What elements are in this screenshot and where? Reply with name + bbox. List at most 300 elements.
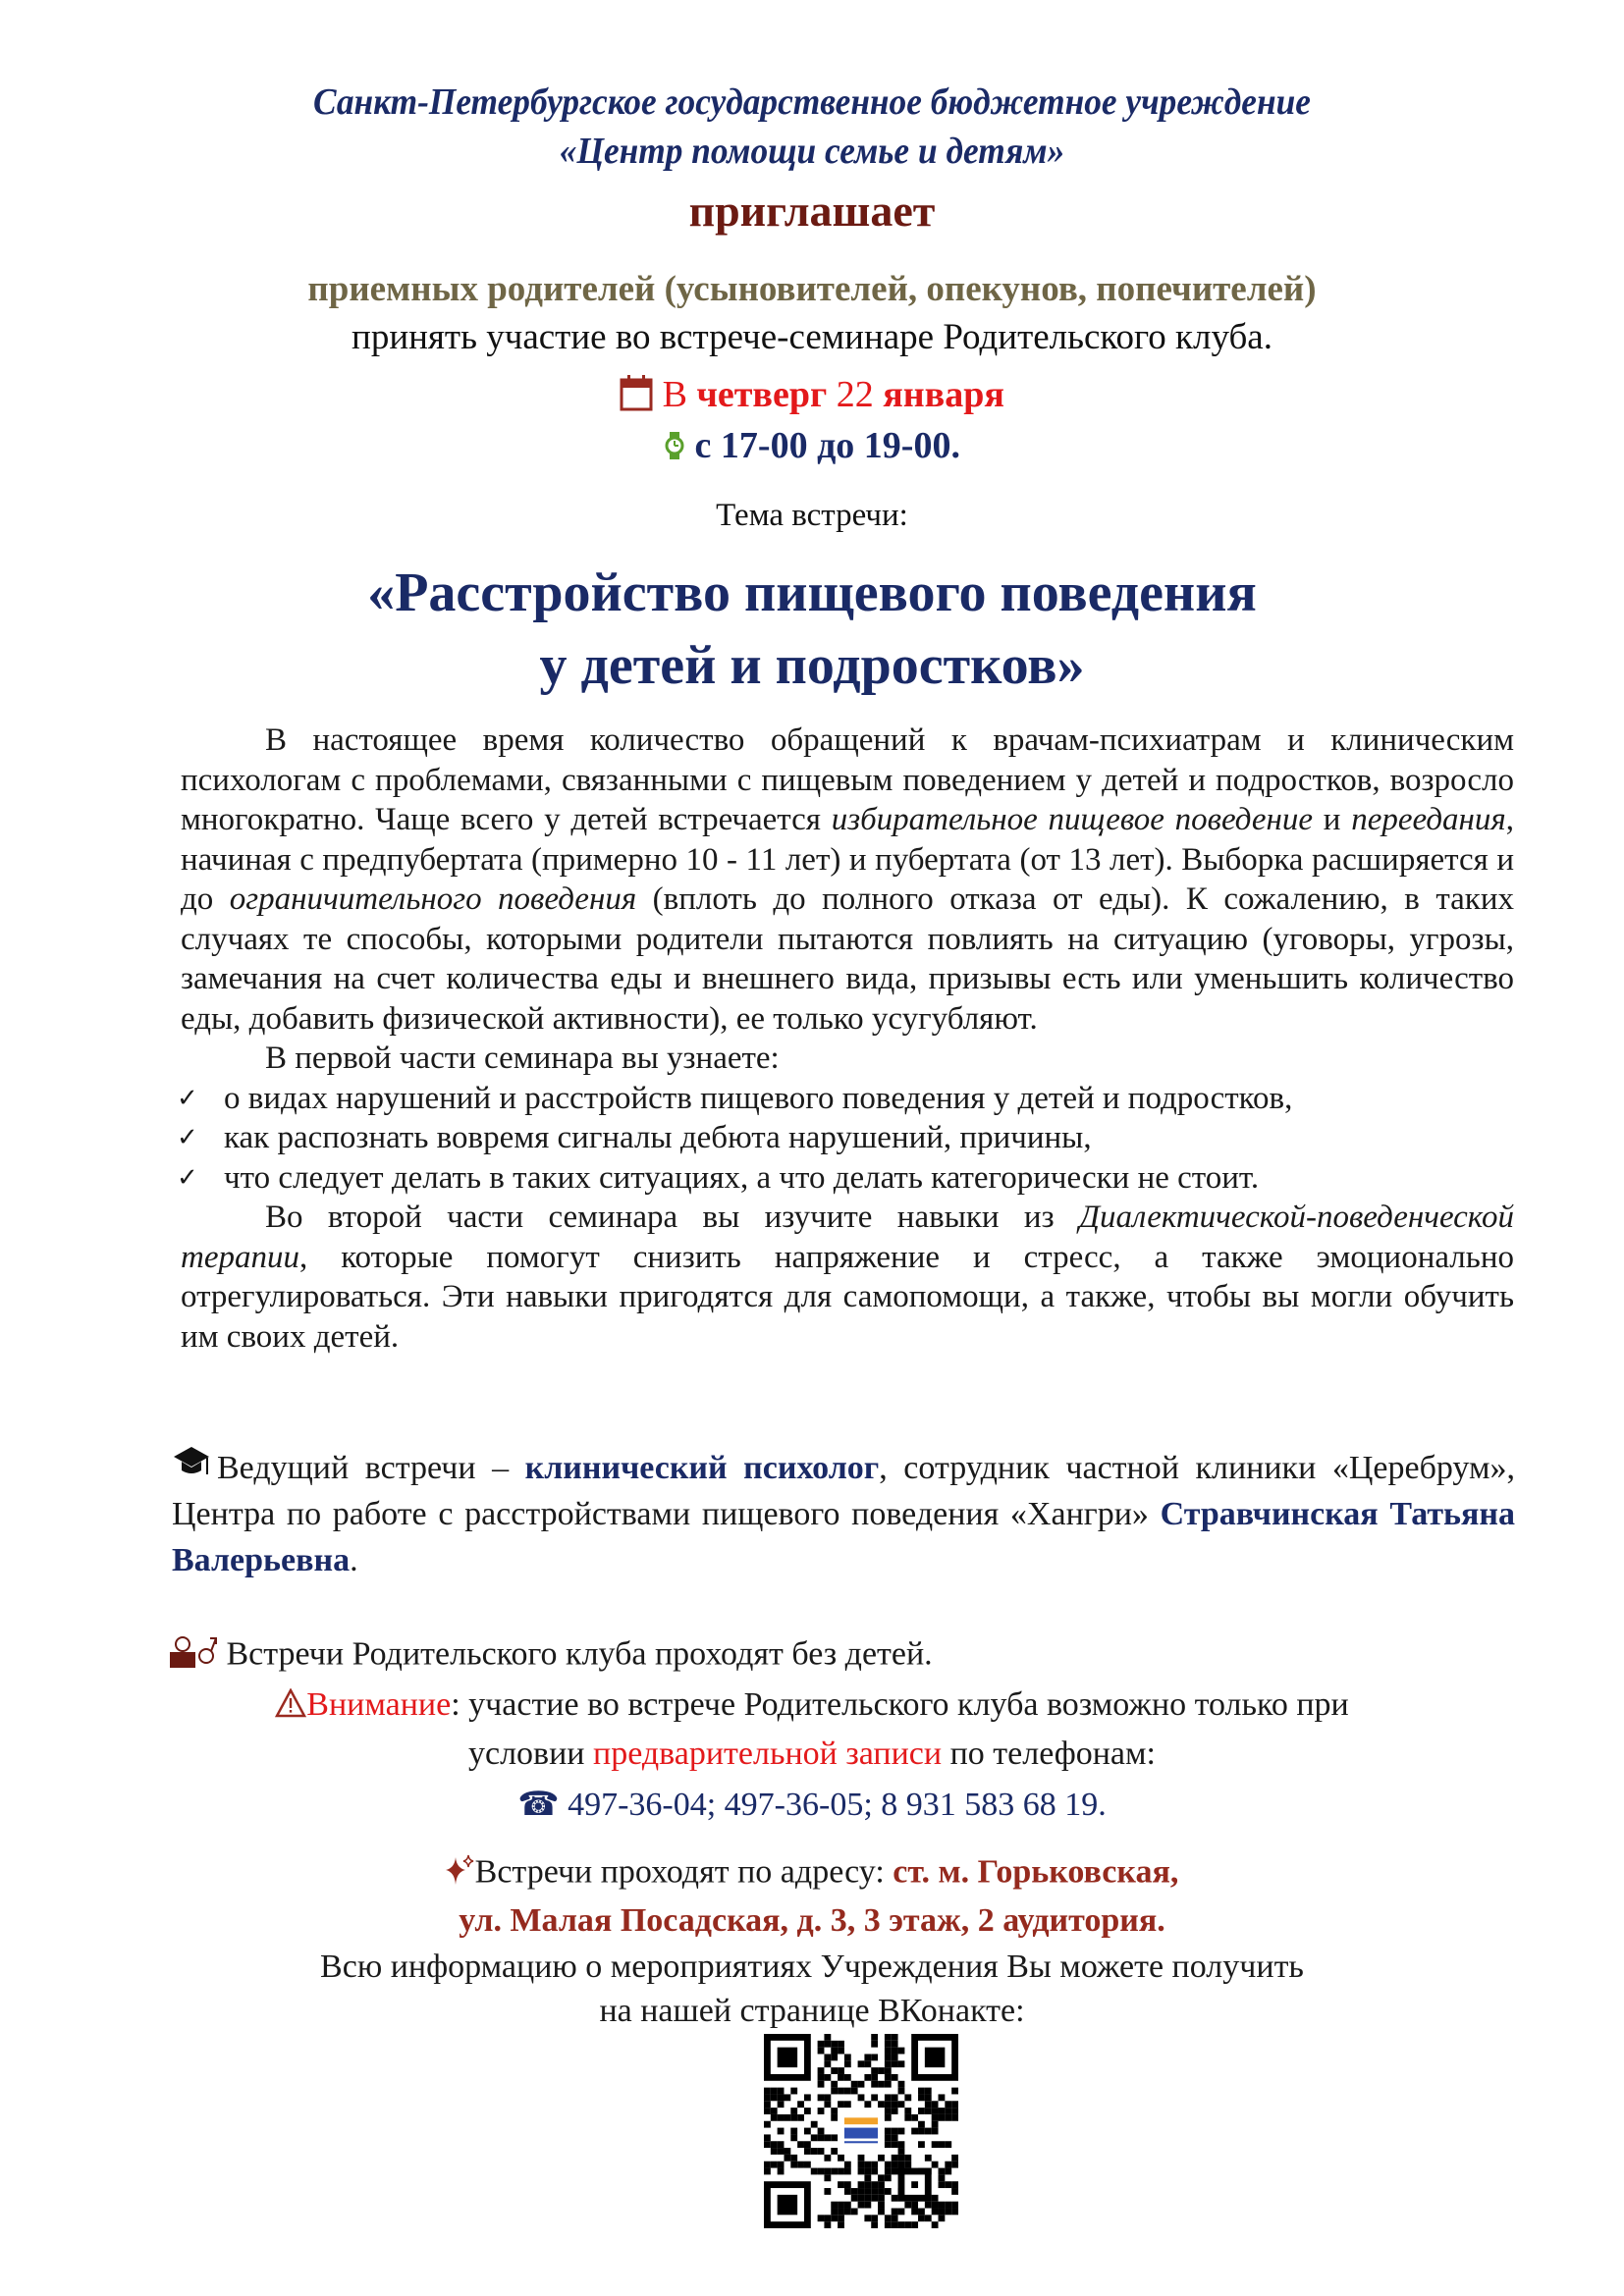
qr-module (864, 2101, 871, 2108)
qr-module (898, 2048, 905, 2055)
qr-module (898, 2101, 905, 2108)
vk-qr-code[interactable] (764, 2034, 958, 2228)
qr-module (951, 2108, 958, 2114)
qr-module (851, 2209, 858, 2216)
qr-module (939, 2094, 946, 2101)
qr-module (885, 2114, 892, 2121)
qr-module (824, 2060, 831, 2067)
intro-text-1: В настоящее время количество обращений к врачам-психиатрам и клиническим психологам с проблемами, связанными с пищевым поведением у детей и подростков, возросло многократно. Чаще всего у детей встречается (181, 722, 1514, 837)
preregistration-highlight: предварительной записи (593, 1735, 943, 1772)
qr-module (945, 2202, 951, 2209)
checklist-item (177, 1079, 1514, 1119)
qr-module (871, 2067, 878, 2074)
topic-label: Тема встречи: (716, 498, 908, 533)
attention-line1 (0, 1686, 1624, 1727)
qr-module (904, 2202, 911, 2209)
qr-module (864, 2168, 871, 2175)
qr-module (885, 2067, 892, 2074)
qr-module (831, 2148, 838, 2155)
qr-module (864, 2074, 871, 2081)
qr-module (878, 2155, 885, 2162)
event-time (0, 424, 1624, 470)
qr-module (811, 2121, 818, 2128)
qr-module (831, 2048, 838, 2055)
qr-module (918, 2121, 925, 2128)
phone-list[interactable]: 497-36-04; 497-36-05; 8 931 583 68 19. (568, 1787, 1107, 1823)
qr-module (885, 2128, 892, 2135)
qr-module (951, 2101, 958, 2108)
qr-module (885, 2081, 892, 2088)
qr-module (858, 2094, 865, 2101)
qr-module (771, 2094, 778, 2101)
qr-module (858, 2195, 865, 2202)
qr-module (945, 2101, 951, 2108)
qr-module (838, 2048, 844, 2055)
qr-module (932, 2128, 939, 2135)
qr-module (771, 2162, 778, 2168)
qr-module (878, 2195, 885, 2202)
qr-module (871, 2081, 878, 2088)
qr-module (925, 2128, 932, 2135)
qr-module (824, 2188, 831, 2195)
qr-module (918, 2209, 925, 2216)
qr-module (818, 2067, 825, 2074)
qr-module (831, 2067, 838, 2074)
time-range: с 17-00 до 19-00. (694, 425, 960, 466)
qr-module (925, 2155, 932, 2162)
qr-module (790, 2114, 797, 2121)
qr-module (898, 2060, 905, 2067)
qr-module (885, 2048, 892, 2055)
sparkle-icon (446, 1853, 475, 1896)
qr-module (778, 2094, 785, 2101)
parent-child-icon (169, 1634, 218, 1679)
qr-module (824, 2101, 831, 2108)
phone-icon: ☎ (517, 1787, 560, 1823)
address-metro: ст. м. Горьковская, (893, 1853, 1179, 1891)
attention-line2 (0, 1735, 1624, 1773)
qr-module (939, 2209, 946, 2216)
event-date (0, 373, 1624, 421)
qr-module (945, 2162, 951, 2168)
qr-module (818, 2074, 825, 2081)
qr-module (864, 2195, 871, 2202)
qr-module (885, 2215, 892, 2221)
qr-module (892, 2041, 898, 2048)
qr-module (939, 2202, 946, 2209)
paragraph-part-two (181, 1198, 1514, 1357)
attention-text-2b: по телефонам: (942, 1735, 1156, 1772)
qr-module (951, 2181, 958, 2188)
qr-module (885, 2134, 892, 2141)
qr-module (797, 2141, 804, 2148)
qr-module (864, 2060, 871, 2067)
qr-module (778, 2148, 785, 2155)
qr-module (951, 2088, 958, 2095)
qr-module (771, 2108, 778, 2114)
qr-module (818, 2215, 825, 2221)
qr-module (911, 2209, 918, 2216)
qr-module (851, 2195, 858, 2202)
intro-emphasis-1: избирательное пищевое поведение (831, 802, 1314, 837)
qr-module (778, 2162, 785, 2168)
qr-module (932, 2195, 939, 2202)
description (177, 721, 1514, 1357)
qr-module (892, 2108, 898, 2114)
qr-module (932, 2114, 939, 2121)
qr-module (844, 2088, 851, 2095)
watch-icon (664, 427, 685, 470)
qr-module (878, 2209, 885, 2216)
qr-module (925, 2108, 932, 2114)
qr-module (878, 2181, 885, 2188)
qr-module (885, 2141, 892, 2148)
intro-text-3: , начиная с предпубертата (примерно 10 - 11 лет) и пубертата (от 13 лет). Выборка расширяется и до (181, 802, 1514, 917)
qr-module (892, 2215, 898, 2221)
qr-module (892, 2060, 898, 2067)
attention-label: Внимание (306, 1686, 452, 1723)
qr-module (904, 2094, 911, 2101)
qr-module (764, 2141, 771, 2148)
checkmark-icon: ✓ (177, 1123, 198, 1151)
qr-module (885, 2034, 892, 2041)
qr-module (878, 2067, 885, 2074)
qr-module (932, 2121, 939, 2128)
qr-module (804, 2108, 811, 2114)
qr-module (945, 2168, 951, 2175)
qr-module (838, 2155, 844, 2162)
checkmark-icon: ✓ (177, 1162, 198, 1192)
qr-module (851, 2088, 858, 2095)
qr-module (951, 2162, 958, 2168)
host-suffix: . (350, 1542, 358, 1578)
qr-module (804, 2128, 811, 2135)
qr-module (818, 2048, 825, 2055)
qr-module (858, 2188, 865, 2195)
qr-module (778, 2168, 785, 2175)
qr-module (951, 2155, 958, 2162)
qr-module (831, 2168, 838, 2175)
qr-module (778, 2141, 785, 2148)
qr-module (885, 2060, 892, 2067)
qr-module (939, 2174, 946, 2181)
qr-module (918, 2141, 925, 2148)
qr-module (945, 2209, 951, 2216)
qr-module (864, 2174, 871, 2181)
qr-finder-center (925, 2048, 945, 2067)
qr-module (811, 2168, 818, 2175)
paragraph-part-one: В первой части семинара вы узнаете: (265, 1041, 780, 1076)
qr-module (858, 2162, 865, 2168)
qr-module (764, 2168, 771, 2175)
address-line1 (0, 1853, 1624, 1896)
qr-module (824, 2041, 831, 2048)
qr-alignment-center (911, 2181, 918, 2188)
qr-module (871, 2188, 878, 2195)
host-name: Стравчинская Татьяна Валерьевна (172, 1496, 1516, 1578)
qr-module (831, 2202, 838, 2209)
qr-module (904, 2108, 911, 2114)
qr-module (932, 2209, 939, 2216)
qr-module (844, 2202, 851, 2209)
qr-module (898, 2155, 905, 2162)
qr-module (945, 2141, 951, 2148)
qr-module (878, 2188, 885, 2195)
qr-module (892, 2054, 898, 2060)
qr-module (844, 2209, 851, 2216)
qr-logo-caption (844, 2141, 878, 2143)
qr-module (925, 2101, 932, 2108)
qr-module (844, 2181, 851, 2188)
qr-module (818, 2168, 825, 2175)
qr-module (932, 2162, 939, 2168)
qr-module (818, 2094, 825, 2101)
intro-emphasis-2: переедания (1351, 802, 1506, 837)
qr-logo-figures (844, 2128, 878, 2139)
checklist-item (177, 1158, 1514, 1199)
qr-module (804, 2141, 811, 2148)
date-day: 22 (836, 374, 874, 415)
qr-module (892, 2034, 898, 2041)
qr-module (778, 2101, 785, 2108)
qr-module (864, 2202, 871, 2209)
part-two-text-2: , которые помогут снизить напряжение и стресс, а также эмоционально отрегулироваться. Эти навыки пригодятся для самопомощи, а также, чтобы вы могли обучить им своих детей. (181, 1239, 1514, 1355)
qr-module (898, 2128, 905, 2135)
qr-module (764, 2134, 771, 2141)
address-label: Встречи проходят по адресу: (474, 1853, 893, 1891)
date-weekday: четверг (696, 374, 828, 415)
qr-module (838, 2088, 844, 2095)
qr-module (824, 2094, 831, 2101)
qr-module (939, 2108, 946, 2114)
qr-module (824, 2215, 831, 2221)
qr-module (878, 2174, 885, 2181)
qr-module (892, 2155, 898, 2162)
qr-module (932, 2141, 939, 2148)
qr-module (864, 2215, 871, 2221)
qr-module (892, 2048, 898, 2055)
qr-module (771, 2148, 778, 2155)
qr-module (844, 2054, 851, 2060)
part-two-text-1: Во второй части семинара вы изучите навыки из (265, 1200, 1079, 1235)
qr-module (790, 2155, 797, 2162)
qr-module (892, 2195, 898, 2202)
qr-module (818, 2148, 825, 2155)
qr-module (804, 2162, 811, 2168)
qr-module (838, 2074, 844, 2081)
qr-module (804, 2148, 811, 2155)
qr-module (925, 2094, 932, 2101)
qr-module (838, 2101, 844, 2108)
qr-module (885, 2168, 892, 2175)
qr-module (764, 2108, 771, 2114)
qr-module (771, 2141, 778, 2148)
date-month: января (883, 374, 1004, 415)
qr-module (831, 2114, 838, 2121)
no-children-note (169, 1634, 933, 1679)
qr-module (851, 2188, 858, 2195)
qr-module (904, 2155, 911, 2162)
qr-module (932, 2221, 939, 2228)
qr-module (784, 2155, 790, 2162)
part-two-emphasis: Диалектической-поведенческой терапии (181, 1200, 1514, 1275)
qr-module (818, 2128, 825, 2135)
qr-module (892, 2074, 898, 2081)
qr-code-graphic (764, 2034, 958, 2228)
qr-module (824, 2054, 831, 2060)
qr-module (951, 2202, 958, 2209)
qr-module (904, 2162, 911, 2168)
qr-module (771, 2114, 778, 2121)
qr-module (790, 2108, 797, 2114)
qr-module (831, 2209, 838, 2216)
qr-module (838, 2168, 844, 2175)
qr-module (811, 2134, 818, 2141)
qr-module (858, 2081, 865, 2088)
qr-module (878, 2101, 885, 2108)
checkmark-icon: ✓ (177, 1083, 198, 1112)
qr-module (818, 2041, 825, 2048)
qr-module (784, 2094, 790, 2101)
checklist-item-text: как распознать вовремя сигналы дебюта нарушений, причины, (224, 1120, 1092, 1155)
qr-module (811, 2148, 818, 2155)
qr-module (871, 2215, 878, 2221)
qr-module (818, 2134, 825, 2141)
qr-module (858, 2155, 865, 2162)
qr-module (838, 2041, 844, 2048)
qr-module (824, 2221, 831, 2228)
qr-module (764, 2101, 771, 2108)
address-line2 (0, 1902, 1624, 1940)
qr-module (864, 2188, 871, 2195)
invites-heading: приглашает (688, 186, 936, 236)
qr-module (945, 2108, 951, 2114)
qr-module (838, 2202, 844, 2209)
qr-module (797, 2114, 804, 2121)
qr-module (764, 2094, 771, 2101)
paragraph-intro (181, 721, 1514, 1039)
qr-module (831, 2134, 838, 2141)
qr-module (911, 2114, 918, 2121)
qr-module (892, 2101, 898, 2108)
qr-logo-roofs (844, 2117, 878, 2124)
qr-module (784, 2148, 790, 2155)
qr-module (945, 2114, 951, 2121)
info-line2: на нашей странице ВКонакте: (599, 1993, 1025, 2029)
intro-text-2: и (1313, 802, 1352, 837)
qr-module (844, 2168, 851, 2175)
qr-module (892, 2094, 898, 2101)
qr-module (871, 2034, 878, 2041)
calendar-icon (620, 374, 653, 421)
qr-finder-center (778, 2195, 797, 2215)
date-prefix: В (662, 374, 687, 415)
qr-module (858, 2060, 865, 2067)
qr-module (885, 2054, 892, 2060)
qr-module (892, 2128, 898, 2135)
qr-finder-center (778, 2048, 797, 2067)
qr-module (824, 2168, 831, 2175)
qr-module (864, 2181, 871, 2188)
qr-module (911, 2128, 918, 2135)
qr-module (871, 2074, 878, 2081)
qr-module (871, 2041, 878, 2048)
qr-module (784, 2114, 790, 2121)
qr-module (831, 2088, 838, 2095)
qr-module (871, 2168, 878, 2175)
qr-module (824, 2134, 831, 2141)
qr-module (951, 2209, 958, 2216)
qr-module (871, 2054, 878, 2060)
qr-module (831, 2054, 838, 2060)
info-line1: Всю информацию о мероприятиях Учреждения Вы можете получить (320, 1949, 1304, 1985)
qr-module (858, 2168, 865, 2175)
qr-module (939, 2168, 946, 2175)
qr-module (844, 2162, 851, 2168)
qr-module (824, 2074, 831, 2081)
qr-module (797, 2162, 804, 2168)
qr-module (892, 2162, 898, 2168)
qr-module (790, 2088, 797, 2095)
qr-module (932, 2202, 939, 2209)
qr-module (918, 2215, 925, 2221)
qr-module (918, 2128, 925, 2135)
qr-module (838, 2067, 844, 2074)
qr-module (918, 2094, 925, 2101)
topic-title-line1: «Расстройство пищевого поведения (367, 562, 1257, 623)
qr-module (939, 2141, 946, 2148)
qr-module (918, 2088, 925, 2095)
qr-module (844, 2188, 851, 2195)
qr-module (885, 2174, 892, 2181)
qr-module (898, 2088, 905, 2095)
qr-module (885, 2094, 892, 2101)
qr-module (764, 2121, 771, 2128)
qr-module (878, 2081, 885, 2088)
qr-module (911, 2221, 918, 2228)
qr-module (925, 2215, 932, 2221)
attention-text: : участие во встрече Родительского клуба возможно только при (451, 1686, 1349, 1723)
qr-module (885, 2162, 892, 2168)
qr-module (790, 2134, 797, 2141)
qr-module (892, 2168, 898, 2175)
qr-module (898, 2141, 905, 2148)
host-workplace: , сотрудник частной клиники «Церебрум», Центра по работе с расстройствами пищевого поведения «Хангри» (172, 1450, 1515, 1532)
qr-module (824, 2155, 831, 2162)
qr-module (818, 2108, 825, 2114)
intro-emphasis-3: ограничительного поведения (229, 881, 637, 917)
qr-module (764, 2088, 771, 2095)
qr-module (898, 2162, 905, 2168)
learning-checklist (177, 1079, 1514, 1199)
qr-module (885, 2074, 892, 2081)
qr-module (871, 2094, 878, 2101)
qr-module (838, 2215, 844, 2221)
no-children-text: Встречи Родительского клуба проходят без детей. (226, 1635, 933, 1673)
qr-module (945, 2181, 951, 2188)
qr-module (831, 2108, 838, 2114)
qr-module (898, 2081, 905, 2088)
qr-module (844, 2101, 851, 2108)
qr-module (885, 2041, 892, 2048)
intro-text-4: (вплоть до полного отказа от еды). К сожалению, в таких случаях те способы, которыми родители пытаются повлиять на ситуацию (уговоры, угрозы, замечания на счет количества еды и внешнего вида, призывы есть или уменьшить количество еды, добавить физической активности), ее только усугубляют. (181, 881, 1514, 1037)
qr-module (885, 2188, 892, 2195)
qr-module (864, 2054, 871, 2060)
participate-line: принять участие во встрече-семинаре Родительского клуба. (352, 317, 1272, 357)
qr-module (925, 2202, 932, 2209)
qr-module (918, 2108, 925, 2114)
org-name-line1: Санкт-Петербургское государственное бюджетное учреждение (313, 81, 1311, 123)
